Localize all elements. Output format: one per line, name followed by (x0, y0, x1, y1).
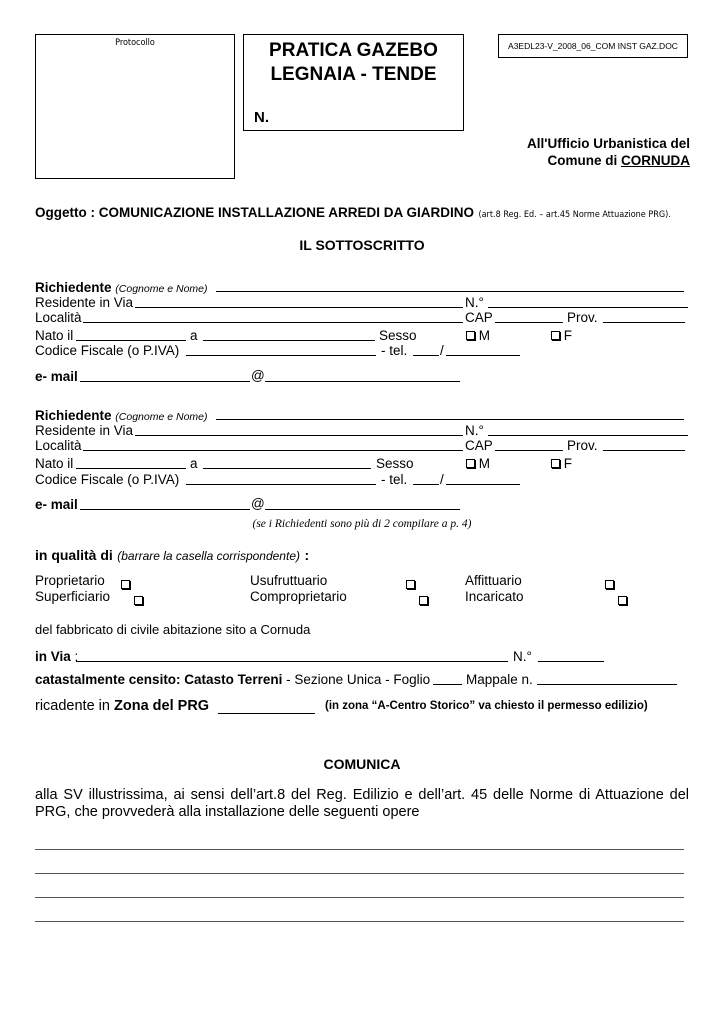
option-label: Affittuario (465, 573, 522, 588)
applicant-1-locality-field[interactable] (83, 322, 463, 323)
zona-prefix: ricadente in (35, 698, 114, 714)
works-description-line[interactable] (35, 897, 684, 898)
prov-label: Prov. (567, 438, 598, 453)
option-incaricato[interactable] (465, 589, 524, 605)
checkbox-icon[interactable] (466, 331, 475, 340)
applicant-2-cap-field[interactable] (495, 450, 563, 451)
applicant-1-sex-m[interactable] (466, 328, 490, 344)
recipient-city: CORNUDA (621, 153, 690, 168)
catasto-label: catastalmente censito: Catasto Terreni (35, 672, 283, 687)
sex-f-label: F (563, 456, 573, 471)
email-at: @ (251, 368, 265, 383)
option-superficiario[interactable] (35, 589, 110, 605)
cf-label: Codice Fiscale (o P.IVA) (35, 343, 180, 358)
cognome-nome-hint: (Cognome e Nome) (115, 283, 208, 295)
property-number-field[interactable] (538, 661, 604, 662)
checkbox-icon[interactable] (551, 331, 560, 340)
protocol-box (35, 34, 235, 179)
comunica-heading: COMUNICA (323, 756, 401, 772)
fabbricato-text: del fabbricato di civile abitazione sito a Cornuda (35, 622, 311, 637)
residente-label: Residente in Via (35, 423, 134, 438)
applicant-2-tel-prefix-field[interactable] (413, 484, 439, 485)
option-label: Superficiario (35, 589, 111, 604)
applicant-2-name-field[interactable] (216, 419, 684, 420)
subject-label: Oggetto : COMUNICAZIONE INSTALLAZIONE ARREDI DA GIARDINO (35, 205, 474, 220)
practice-title-box (243, 34, 464, 131)
richiedente-label: Richiedente (35, 280, 112, 295)
in-via-row (35, 649, 78, 665)
qualita-hint: (barrare la casella corrispondente) (117, 549, 300, 563)
checkbox-icon[interactable] (406, 580, 415, 589)
property-number-label: N.° (513, 649, 532, 664)
subject (35, 204, 671, 222)
applicant-2-email-domain-field[interactable] (265, 509, 460, 510)
applicant-1-email-domain-field[interactable] (265, 381, 460, 382)
practice-title-line2: LEGNAIA - TENDE (270, 64, 437, 85)
protocol-label: Protocollo (115, 38, 155, 48)
tel-slash: / (440, 343, 444, 358)
email-label: e- mail (35, 497, 78, 512)
applicant-1-email-user-field[interactable] (80, 381, 250, 382)
recipient-line1: All'Ufficio Urbanistica del (527, 136, 690, 151)
checkbox-icon[interactable] (618, 596, 627, 605)
applicant-2-cf-field[interactable] (186, 484, 376, 485)
sex-f-label: F (563, 328, 573, 343)
catasto-rest: - Sezione Unica - Foglio (282, 672, 431, 687)
practice-number-label: N. (254, 109, 269, 126)
tel-label: - tel. (381, 472, 408, 487)
tel-label: - tel. (381, 343, 408, 358)
zona-row (35, 697, 209, 715)
birthplace-label: a (190, 456, 198, 471)
sex-m-label: M (478, 456, 491, 471)
cognome-nome-hint: (Cognome e Nome) (115, 411, 208, 423)
doc-code: A3EDL23-V_2008_06_COM INST GAZ.DOC (508, 41, 678, 51)
works-description-line[interactable] (35, 849, 684, 850)
zona-label: Zona del PRG (114, 698, 210, 714)
applicant-1-birthdate-field[interactable] (76, 340, 186, 341)
comunica-text-line1: alla SV illustrissima, ai sensi dell’art.8 del Reg. Edilizio e dell’art. 45 delle Norme di Attuazione del (35, 787, 689, 803)
applicant-2-sex-f[interactable] (551, 456, 572, 472)
localita-label: Località (35, 310, 82, 325)
option-usufruttuario[interactable] (250, 573, 327, 589)
applicant-1-birthplace-field[interactable] (203, 340, 375, 341)
applicant-1-street-field[interactable] (135, 307, 463, 308)
checkbox-icon[interactable] (466, 459, 475, 468)
checkbox-icon[interactable] (134, 596, 143, 605)
prov-label: Prov. (567, 310, 598, 325)
applicant-2-email-user-field[interactable] (80, 509, 250, 510)
catasto-row (35, 672, 430, 688)
option-affittuario[interactable] (465, 573, 522, 589)
option-comproprietario[interactable] (250, 589, 347, 605)
more-applicants-note: (se i Richiedenti sono più di 2 compilare a p. 4) (252, 518, 472, 530)
checkbox-icon[interactable] (121, 580, 130, 589)
mappale-field[interactable] (537, 684, 677, 685)
email-at: @ (251, 496, 265, 511)
sottoscritto-heading: IL SOTTOSCRITTO (299, 237, 425, 253)
numero-label: N.° (465, 295, 484, 310)
applicant-2-prov-field[interactable] (603, 450, 685, 451)
applicant-2-birthdate-field[interactable] (76, 468, 186, 469)
cap-label: CAP (465, 310, 493, 325)
numero-label: N.° (465, 423, 484, 438)
comunica-text-line2: PRG, che provvederà alla installazione delle seguenti opere (35, 804, 420, 820)
foglio-field[interactable] (433, 684, 462, 685)
cap-label: CAP (465, 438, 493, 453)
cf-label: Codice Fiscale (o P.IVA) (35, 472, 180, 487)
applicant-1-number-field[interactable] (488, 307, 688, 308)
recipient-prefix: Comune di (547, 153, 621, 168)
option-label: Comproprietario (250, 589, 347, 604)
works-description-line[interactable] (35, 921, 684, 922)
option-label: Incaricato (465, 589, 524, 604)
in-via-label: in Via (35, 649, 71, 664)
nato-label: Nato il (35, 328, 74, 343)
applicant-1-name-field[interactable] (216, 291, 684, 292)
works-description-line[interactable] (35, 873, 684, 874)
applicant-2-tel-number-field[interactable] (446, 484, 520, 485)
doc-code-box (498, 34, 688, 58)
applicant-2-sex-m[interactable] (466, 456, 490, 472)
property-street-field[interactable] (76, 661, 508, 662)
applicant-2-locality-field[interactable] (83, 450, 463, 451)
birthplace-label: a (190, 328, 198, 343)
applicant-2-number-field[interactable] (488, 435, 688, 436)
tel-slash: / (440, 472, 444, 487)
localita-label: Località (35, 438, 82, 453)
qualita-colon: : (304, 547, 310, 563)
checkbox-icon[interactable] (419, 596, 428, 605)
applicant-1-tel-prefix-field[interactable] (413, 355, 439, 356)
option-proprietario[interactable] (35, 573, 105, 589)
practice-title-line1: PRATICA GAZEBO (269, 40, 438, 61)
email-label: e- mail (35, 369, 78, 384)
applicant-1-cf-field[interactable] (186, 355, 376, 356)
richiedente-label: Richiedente (35, 408, 112, 423)
nato-label: Nato il (35, 456, 74, 471)
mappale-label: Mappale n. (466, 672, 533, 687)
recipient-line2 (548, 153, 691, 168)
checkbox-icon[interactable] (551, 459, 560, 468)
applicant-2-street-field[interactable] (135, 435, 463, 436)
checkbox-icon[interactable] (605, 580, 614, 589)
sesso-label: Sesso (376, 456, 414, 471)
qualita-label: in qualità di (35, 547, 113, 563)
applicant-1-sex-f[interactable] (551, 328, 572, 344)
option-label: Usufruttuario (250, 573, 328, 588)
residente-label: Residente in Via (35, 295, 134, 310)
applicant-2-birthplace-field[interactable] (203, 468, 371, 469)
qualita-row (35, 547, 309, 565)
applicant-1-cap-field[interactable] (495, 322, 563, 323)
applicant-1-prov-field[interactable] (603, 322, 685, 323)
sex-m-label: M (478, 328, 491, 343)
subject-note: (art.8 Reg. Ed. – art.45 Norme Attuazione PRG). (478, 210, 671, 220)
option-label: Proprietario (35, 573, 105, 588)
in-via-colon: : (74, 649, 79, 664)
applicant-1-tel-number-field[interactable] (446, 355, 520, 356)
zona-note: (in zona “A-Centro Storico” va chiesto il permesso edilizio) (325, 700, 648, 712)
zona-field[interactable] (218, 713, 315, 714)
sesso-label: Sesso (379, 328, 417, 343)
